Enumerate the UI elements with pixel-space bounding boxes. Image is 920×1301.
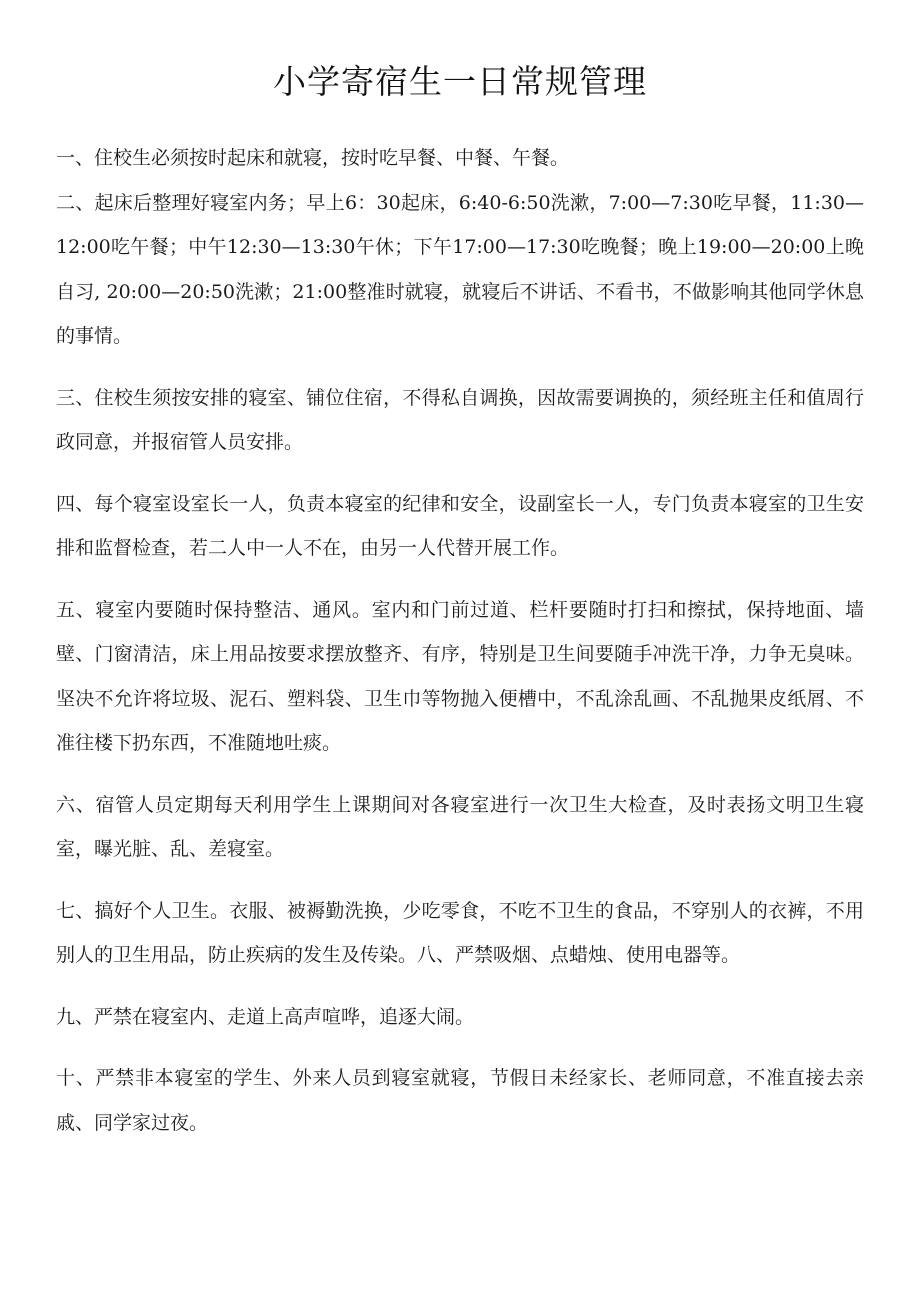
paragraph-7: 七、搞好个人卫生。衣服、被褥勤洗换，少吃零食，不吃不卫生的食品，不穿别人的衣裤，不用别人的卫生用品，防止疾病的发生及传染。八、严禁吸烟、点蜡烛、使用电器等。 — [56, 899, 864, 966]
paragraph-3: 三、住校生须按安排的寝室、铺位住宿，不得私自调换，因故需要调换的，须经班主任和值周行政同意，并报宿管人员安排。 — [56, 386, 864, 453]
paragraph-8: 九、严禁在寝室内、走道上高声喧哗，追逐大闹。 — [56, 1005, 475, 1028]
paragraph-2: 二、起床后整理好寝室内务；早上6：30起床，6:40-6:50洗漱，7:00—7:30吃早餐，11:30—12:00吃午餐；中午12:30—13:30午休；下午17:00—17:30吃晚餐；晚上19:00—20:00上晚自习, 20:00—20:50洗漱；21:00整准时就寝，就寝后不讲话、不看书，不做影响其他同学休息的事情。 — [56, 191, 864, 347]
document-body — [56, 136, 864, 1145]
paragraph-6: 六、宿管人员定期每天利用学生上课期间对各寝室进行一次卫生大检查，及时表扬文明卫生寝室，曝光脏、乱、差寝室。 — [56, 793, 864, 860]
paragraph-1: 一、住校生必须按时起床和就寝，按时吃早餐、中餐、午餐。 — [56, 147, 570, 169]
paragraph-5: 五、寝室内要随时保持整洁、通风。室内和门前过道、栏杆要随时打扫和擦拭，保持地面、墙壁、门窗清洁，床上用品按要求摆放整齐、有序，特别是卫生间要随手冲洗干净，力争无臭味。坚决不允许将垃圾、泥石、塑料袋、卫生巾等物抛入便槽中，不乱涂乱画、不乱抛果皮纸屑、不准往楼下扔东西，不准随地吐痰。 — [56, 598, 864, 754]
page-title: 小学寄宿生一日常规管理 — [273, 62, 647, 101]
paragraph-4: 四、每个寝室设室长一人，负责本寝室的纪律和安全，设副室长一人，专门负责本寝室的卫生安排和监督检查，若二人中一人不在，由另一人代替开展工作。 — [56, 492, 864, 559]
paragraph-9: 十、严禁非本寝室的学生、外来人员到寝室就寝，节假日未经家长、老师同意，不准直接去亲戚、同学家过夜。 — [56, 1067, 864, 1134]
